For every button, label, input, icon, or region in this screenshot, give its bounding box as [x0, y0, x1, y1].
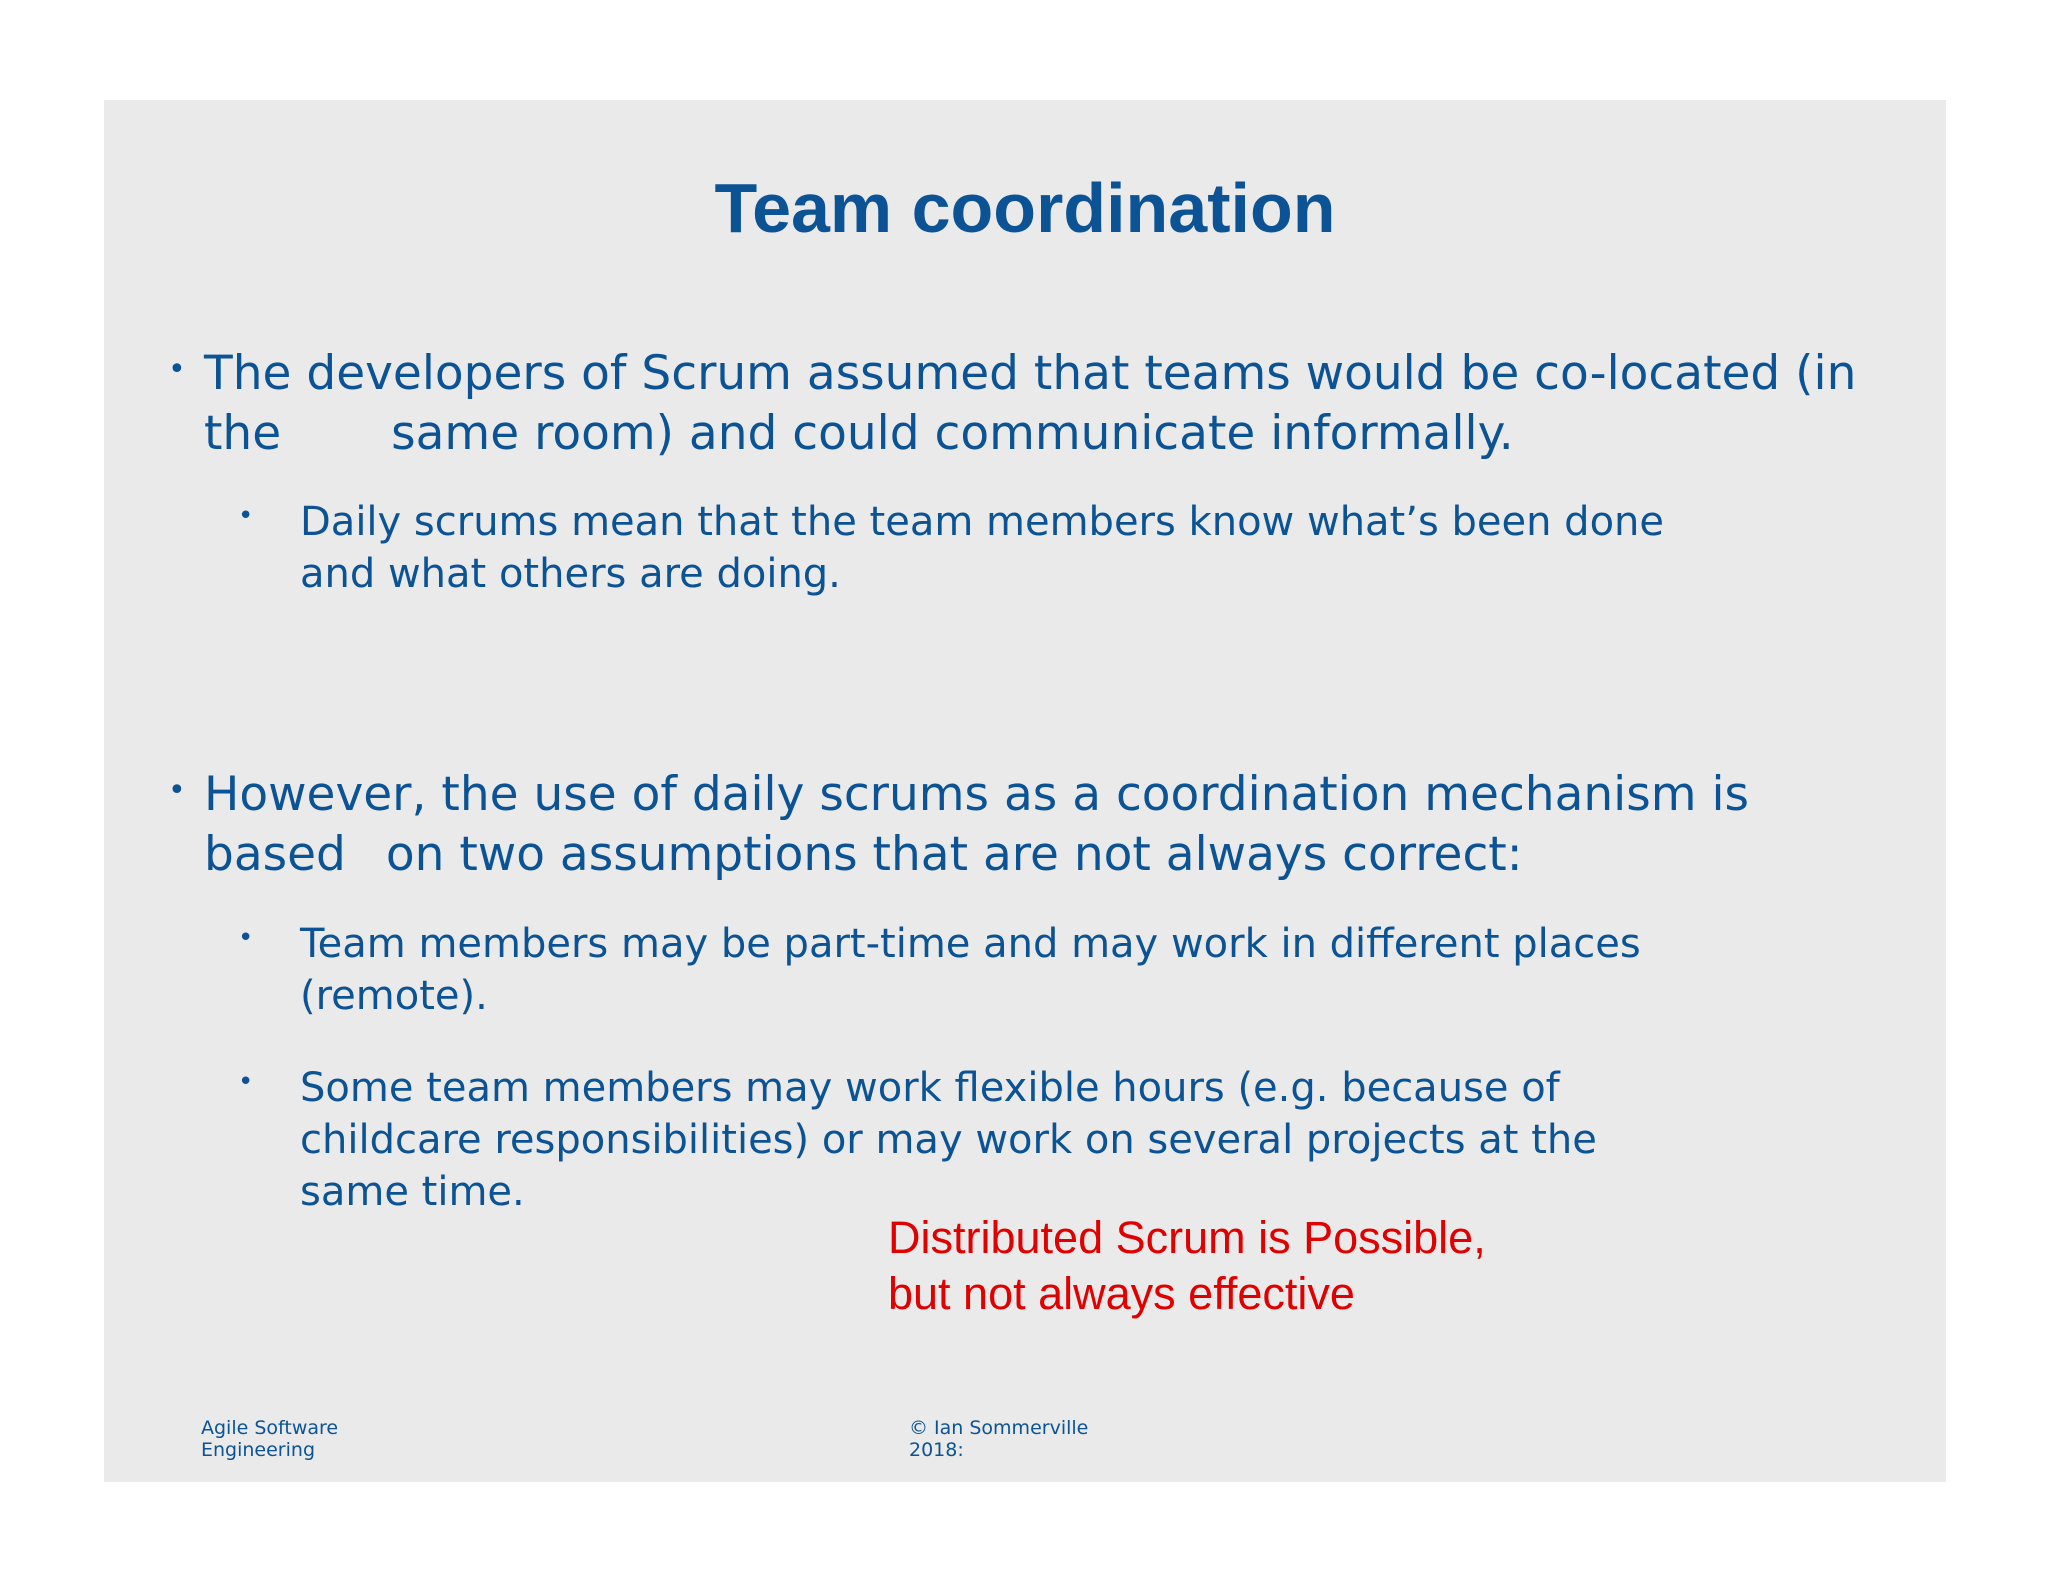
sub-bullet-item-2-2	[238, 1062, 1760, 1218]
bullet-text-line	[204, 825, 1924, 885]
sub-bullet-text-line: Daily scrums mean that the team members know what’s been done	[300, 499, 1665, 545]
footer-text-line: Engineering	[201, 1439, 315, 1461]
footer-text-line: © Ian Sommerville	[909, 1417, 1089, 1439]
annotation-note	[888, 1210, 1486, 1322]
sub-bullet-text-line: Some team members may work flexible hours (e.g. because of	[300, 1065, 1560, 1111]
bullet-text-fragment: the	[204, 406, 282, 461]
sub-bullet-dot-icon: •	[238, 1067, 254, 1097]
annotation-line: but not always effective	[888, 1268, 1355, 1319]
slide-title: Team coordination	[714, 169, 1336, 247]
bullet-text-fragment: based	[204, 827, 346, 882]
sub-bullet-item-2-1	[238, 918, 1760, 1022]
sub-bullet-text-line: (remote).	[300, 973, 488, 1019]
footer-text-line: 2018:	[909, 1439, 964, 1461]
sub-bullet-text-line: and what others are doing.	[300, 551, 841, 597]
slide	[104, 100, 1946, 1482]
footer-copyright	[909, 1417, 1088, 1461]
bullet-text-fragment: same room) and could communicate informally.	[391, 406, 1514, 461]
sub-bullet-text-line: Team members may be part-time and may work in different places	[300, 921, 1641, 967]
bullet-item-2	[168, 765, 1924, 885]
sub-bullet-text-line: childcare responsibilities) or may work on several projects at the	[300, 1117, 1597, 1163]
footer-text-line: Agile Software	[201, 1417, 339, 1439]
sub-bullet-item-1-1	[238, 496, 1760, 600]
bullet-text-line: However, the use of daily scrums as a coordination mechanism is	[204, 767, 1749, 822]
bullet-dot-icon: •	[168, 773, 186, 808]
footer-left	[201, 1417, 338, 1461]
bullet-text-line: The developers of Scrum assumed that teams would be co-located (in	[204, 346, 1857, 401]
bullet-dot-icon: •	[168, 352, 186, 387]
sub-bullet-dot-icon: •	[238, 501, 254, 531]
bullet-text-fragment: on two assumptions that are not always correct:	[385, 827, 1523, 882]
sub-bullet-text-line: same time.	[300, 1169, 525, 1215]
bullet-text-line	[204, 404, 1924, 464]
annotation-line: Distributed Scrum is Possible,	[888, 1212, 1486, 1263]
bullet-item-1	[168, 344, 1924, 464]
sub-bullet-dot-icon: •	[238, 923, 254, 953]
